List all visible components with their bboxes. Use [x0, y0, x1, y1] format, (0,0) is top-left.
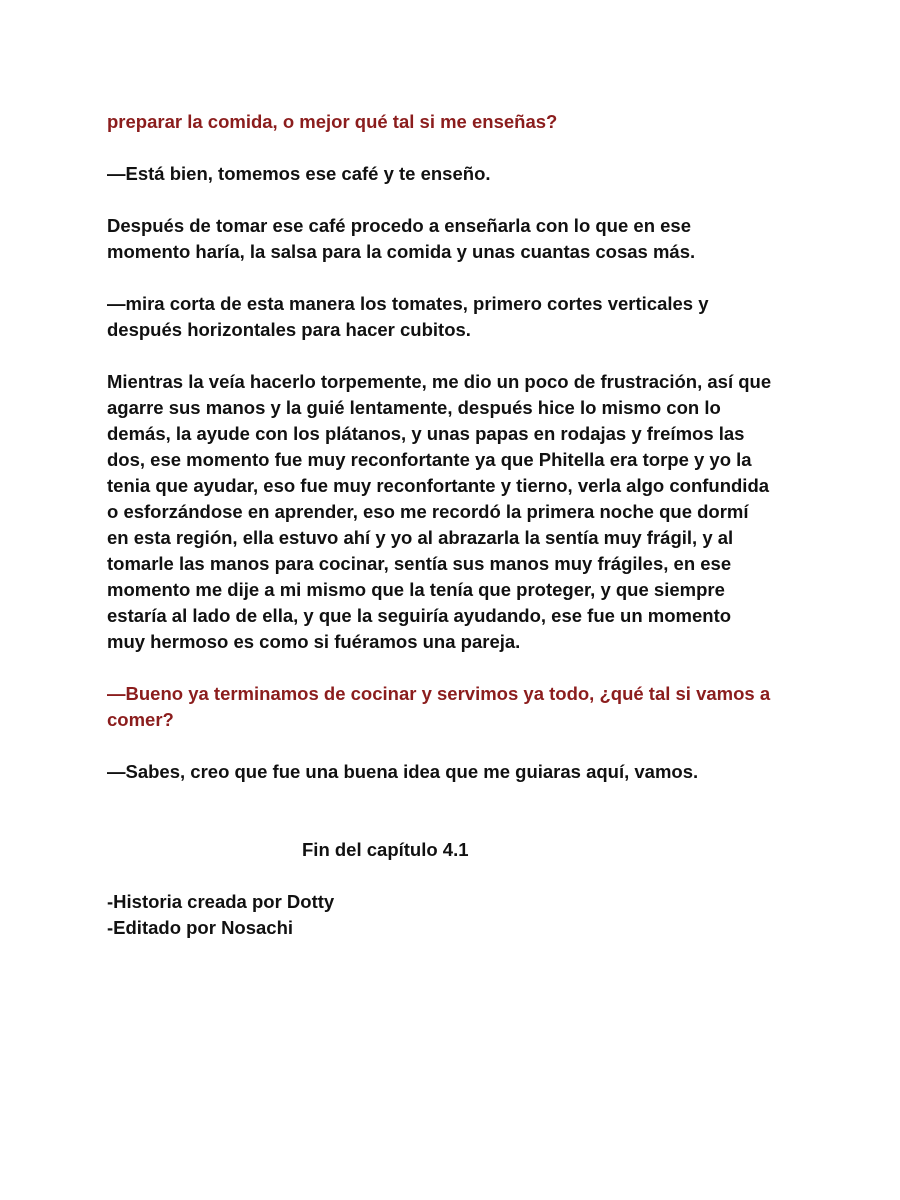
document-body	[107, 109, 807, 941]
paragraph-narration-2: Mientras la veía hacerlo torpemente, me dio un poco de frustración, así que agarre sus manos y la guié lentamente, después hice lo mismo con lo demás, la ayude con los plátanos, y unas papas en rodajas y freímos las dos, ese momento fue muy reconfortante ya que Phitella era torpe y yo la tenia que ayudar, eso fue muy reconfortante y tierno, verla algo confundida o esforzándose en aprender, eso me recordó la primera noche que dormí en esta región, ella estuvo ahí y yo al abrazarla la sentía muy frágil, y al tomarle las manos para cocinar, sentía sus manos muy frágiles, en ese momento me dije a mi mismo que la tenía que proteger, y que siempre estaría al lado de ella, y que la seguiría ayudando, ese fue un momento muy hermoso es como si fuéramos una pareja.	[107, 371, 772, 652]
paragraph-narration-1: Después de tomar ese café procedo a enseñarla con lo que en ese momento haría, la salsa para la comida y unas cuantas cosas más.	[107, 215, 696, 262]
chapter-end-note: Fin del capítulo 4.1	[302, 839, 469, 860]
credit-story: -Historia creada por Dotty	[107, 891, 335, 912]
paragraph-dialogue-narrator-1: —Está bien, tomemos ese café y te enseño.	[107, 163, 491, 184]
paragraph-dialogue-narrator-2: —mira corta de esta manera los tomates, primero cortes verticales y después horizontales para hacer cubitos.	[107, 293, 709, 340]
paragraph-dialogue-phitella-2: —Bueno ya terminamos de cocinar y servimos ya todo, ¿qué tal si vamos a comer?	[107, 683, 771, 730]
paragraph-dialogue-phitella-1: preparar la comida, o mejor qué tal si me enseñas?	[107, 111, 558, 132]
credit-editor: -Editado por Nosachi	[107, 917, 294, 938]
paragraph-dialogue-narrator-3: —Sabes, creo que fue una buena idea que me guiaras aquí, vamos.	[107, 761, 699, 782]
